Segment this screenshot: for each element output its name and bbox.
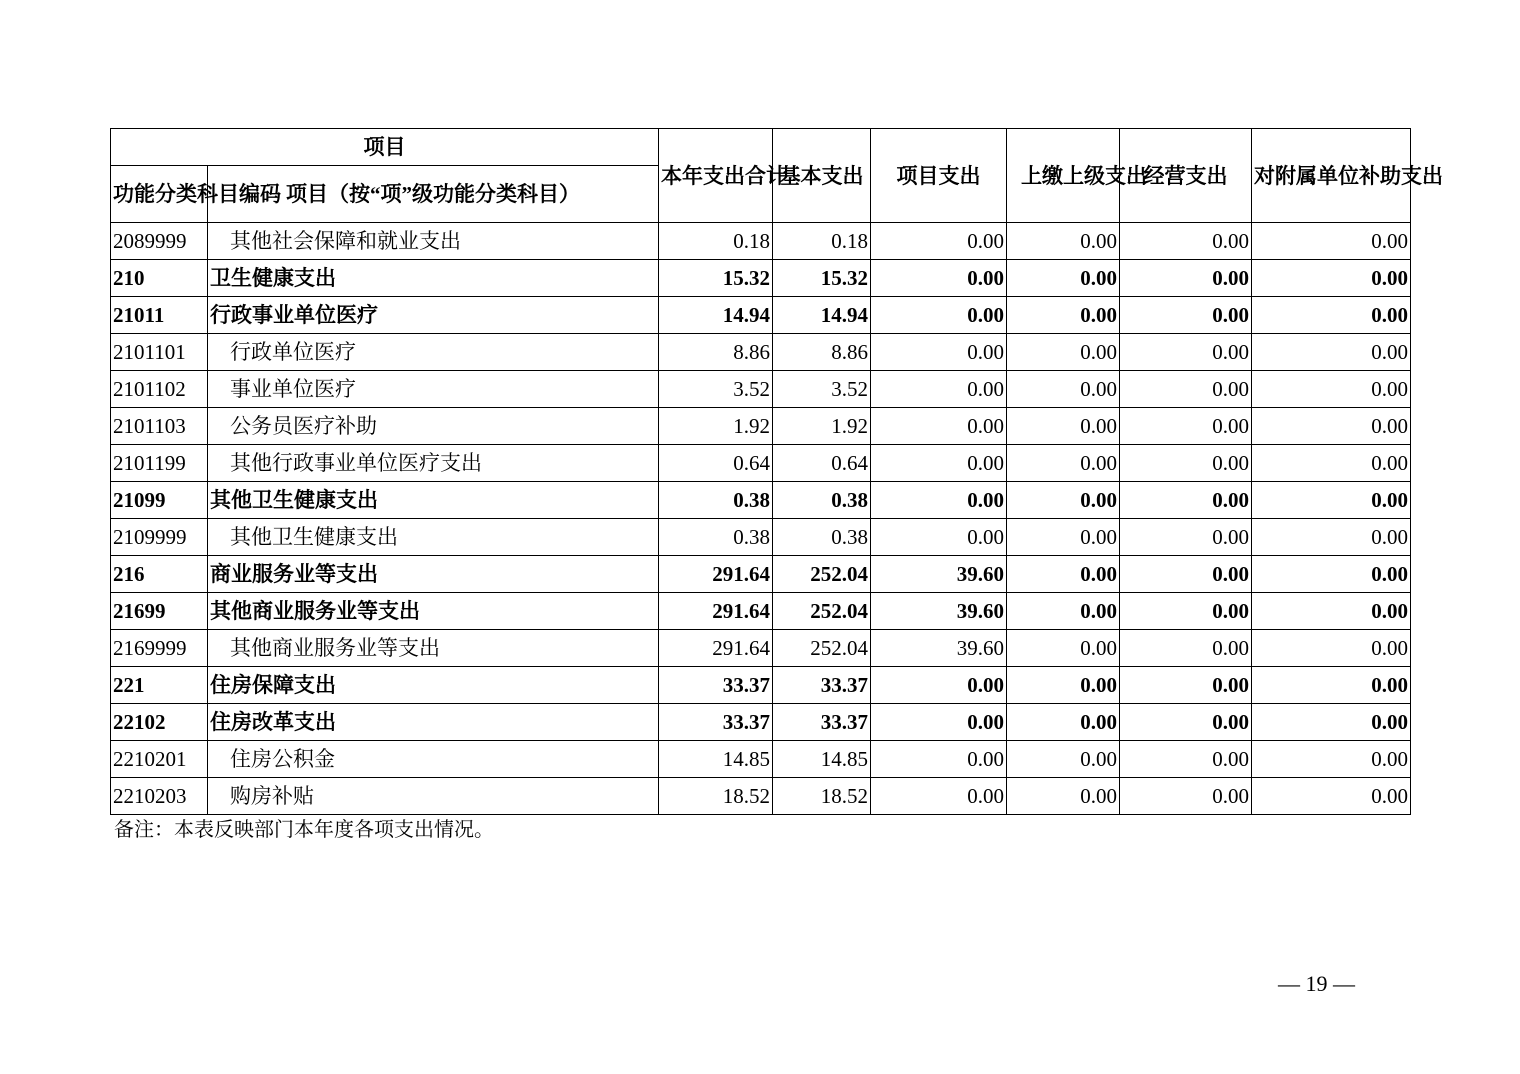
cell-subsidy: 0.00 <box>1252 371 1411 408</box>
header-total: 本年支出合计 <box>659 129 773 223</box>
cell-name: 其他卫生健康支出 <box>208 519 659 556</box>
cell-name: 住房公积金 <box>208 741 659 778</box>
cell-code: 2101102 <box>111 371 208 408</box>
cell-total: 0.38 <box>659 519 773 556</box>
cell-total: 291.64 <box>659 556 773 593</box>
table-row <box>111 334 1411 371</box>
header-upper: 上缴上级支出 <box>1007 129 1120 223</box>
table-row <box>111 408 1411 445</box>
cell-code: 22102 <box>111 704 208 741</box>
cell-business: 0.00 <box>1120 482 1252 519</box>
cell-project: 0.00 <box>871 445 1007 482</box>
cell-basic: 252.04 <box>773 556 871 593</box>
cell-upper: 0.00 <box>1007 556 1120 593</box>
cell-business: 0.00 <box>1120 408 1252 445</box>
cell-basic: 0.38 <box>773 482 871 519</box>
cell-project: 0.00 <box>871 482 1007 519</box>
cell-total: 33.37 <box>659 667 773 704</box>
table-row <box>111 371 1411 408</box>
cell-basic: 252.04 <box>773 630 871 667</box>
cell-name: 公务员医疗补助 <box>208 408 659 445</box>
header-subsidy: 对附属单位补助支出 <box>1252 129 1411 223</box>
cell-upper: 0.00 <box>1007 408 1120 445</box>
cell-code: 2109999 <box>111 519 208 556</box>
cell-upper: 0.00 <box>1007 667 1120 704</box>
cell-subsidy: 0.00 <box>1252 741 1411 778</box>
cell-basic: 18.52 <box>773 778 871 815</box>
cell-basic: 15.32 <box>773 260 871 297</box>
table-row <box>111 704 1411 741</box>
cell-subsidy: 0.00 <box>1252 630 1411 667</box>
cell-subsidy: 0.00 <box>1252 778 1411 815</box>
cell-total: 291.64 <box>659 630 773 667</box>
table-row <box>111 223 1411 260</box>
cell-subsidy: 0.00 <box>1252 297 1411 334</box>
cell-code: 2101103 <box>111 408 208 445</box>
table-row <box>111 482 1411 519</box>
cell-upper: 0.00 <box>1007 371 1120 408</box>
cell-name: 其他商业服务业等支出 <box>208 593 659 630</box>
cell-upper: 0.00 <box>1007 593 1120 630</box>
cell-total: 18.52 <box>659 778 773 815</box>
cell-project: 39.60 <box>871 630 1007 667</box>
cell-basic: 33.37 <box>773 667 871 704</box>
cell-subsidy: 0.00 <box>1252 667 1411 704</box>
cell-subsidy: 0.00 <box>1252 408 1411 445</box>
cell-code: 2210201 <box>111 741 208 778</box>
cell-name: 商业服务业等支出 <box>208 556 659 593</box>
cell-upper: 0.00 <box>1007 741 1120 778</box>
cell-code: 216 <box>111 556 208 593</box>
cell-name: 事业单位医疗 <box>208 371 659 408</box>
cell-basic: 14.94 <box>773 297 871 334</box>
cell-project: 0.00 <box>871 667 1007 704</box>
cell-subsidy: 0.00 <box>1252 519 1411 556</box>
cell-project: 0.00 <box>871 223 1007 260</box>
cell-business: 0.00 <box>1120 334 1252 371</box>
cell-business: 0.00 <box>1120 297 1252 334</box>
cell-name: 其他商业服务业等支出 <box>208 630 659 667</box>
cell-name: 购房补贴 <box>208 778 659 815</box>
cell-name: 行政事业单位医疗 <box>208 297 659 334</box>
table-row <box>111 667 1411 704</box>
cell-business: 0.00 <box>1120 223 1252 260</box>
cell-basic: 0.64 <box>773 445 871 482</box>
cell-name: 其他社会保障和就业支出 <box>208 223 659 260</box>
cell-total: 0.38 <box>659 482 773 519</box>
cell-project: 0.00 <box>871 334 1007 371</box>
cell-total: 14.94 <box>659 297 773 334</box>
cell-business: 0.00 <box>1120 667 1252 704</box>
cell-name: 卫生健康支出 <box>208 260 659 297</box>
cell-code: 221 <box>111 667 208 704</box>
cell-name: 其他行政事业单位医疗支出 <box>208 445 659 482</box>
cell-total: 291.64 <box>659 593 773 630</box>
cell-basic: 33.37 <box>773 704 871 741</box>
cell-subsidy: 0.00 <box>1252 556 1411 593</box>
cell-project: 0.00 <box>871 371 1007 408</box>
cell-basic: 14.85 <box>773 741 871 778</box>
cell-total: 8.86 <box>659 334 773 371</box>
cell-total: 1.92 <box>659 408 773 445</box>
cell-business: 0.00 <box>1120 704 1252 741</box>
cell-upper: 0.00 <box>1007 297 1120 334</box>
cell-upper: 0.00 <box>1007 445 1120 482</box>
cell-subsidy: 0.00 <box>1252 260 1411 297</box>
cell-project: 39.60 <box>871 593 1007 630</box>
cell-business: 0.00 <box>1120 630 1252 667</box>
cell-basic: 3.52 <box>773 371 871 408</box>
header-name: 项目（按“项”级功能分类科目） <box>208 166 659 223</box>
table-row <box>111 630 1411 667</box>
cell-code: 2089999 <box>111 223 208 260</box>
cell-basic: 8.86 <box>773 334 871 371</box>
cell-total: 0.64 <box>659 445 773 482</box>
table-header <box>111 129 1443 223</box>
cell-upper: 0.00 <box>1007 704 1120 741</box>
cell-total: 15.32 <box>659 260 773 297</box>
cell-upper: 0.00 <box>1007 630 1120 667</box>
cell-upper: 0.00 <box>1007 260 1120 297</box>
cell-business: 0.00 <box>1120 556 1252 593</box>
header-business: 经营支出 <box>1120 129 1252 223</box>
cell-business: 0.00 <box>1120 778 1252 815</box>
cell-code: 21699 <box>111 593 208 630</box>
table-row <box>111 260 1411 297</box>
cell-business: 0.00 <box>1120 260 1252 297</box>
cell-project: 39.60 <box>871 556 1007 593</box>
cell-code: 21099 <box>111 482 208 519</box>
header-item: 项目 <box>111 129 659 166</box>
cell-business: 0.00 <box>1120 519 1252 556</box>
cell-code: 2169999 <box>111 630 208 667</box>
cell-upper: 0.00 <box>1007 519 1120 556</box>
cell-subsidy: 0.00 <box>1252 593 1411 630</box>
cell-code: 210 <box>111 260 208 297</box>
header-code: 功能分类科目编码 <box>111 166 208 223</box>
cell-basic: 0.38 <box>773 519 871 556</box>
cell-code: 21011 <box>111 297 208 334</box>
cell-name: 住房保障支出 <box>208 667 659 704</box>
cell-project: 0.00 <box>871 260 1007 297</box>
cell-code: 2210203 <box>111 778 208 815</box>
cell-name: 行政单位医疗 <box>208 334 659 371</box>
cell-subsidy: 0.00 <box>1252 334 1411 371</box>
table-row <box>111 556 1411 593</box>
cell-upper: 0.00 <box>1007 778 1120 815</box>
cell-business: 0.00 <box>1120 741 1252 778</box>
cell-subsidy: 0.00 <box>1252 223 1411 260</box>
cell-subsidy: 0.00 <box>1252 445 1411 482</box>
table-row <box>111 297 1411 334</box>
table-row <box>111 445 1411 482</box>
cell-name: 住房改革支出 <box>208 704 659 741</box>
cell-total: 0.18 <box>659 223 773 260</box>
cell-subsidy: 0.00 <box>1252 704 1411 741</box>
cell-code: 2101199 <box>111 445 208 482</box>
cell-upper: 0.00 <box>1007 223 1120 260</box>
cell-subsidy: 0.00 <box>1252 482 1411 519</box>
cell-business: 0.00 <box>1120 445 1252 482</box>
cell-code: 2101101 <box>111 334 208 371</box>
cell-total: 33.37 <box>659 704 773 741</box>
cell-upper: 0.00 <box>1007 482 1120 519</box>
table-body <box>111 223 1411 815</box>
cell-project: 0.00 <box>871 741 1007 778</box>
cell-project: 0.00 <box>871 519 1007 556</box>
table-row <box>111 519 1411 556</box>
page-number: — 19 — <box>1278 971 1355 996</box>
cell-basic: 1.92 <box>773 408 871 445</box>
cell-project: 0.00 <box>871 704 1007 741</box>
cell-upper: 0.00 <box>1007 334 1120 371</box>
expense-table <box>110 128 1443 815</box>
cell-project: 0.00 <box>871 297 1007 334</box>
cell-project: 0.00 <box>871 408 1007 445</box>
cell-project: 0.00 <box>871 778 1007 815</box>
cell-basic: 0.18 <box>773 223 871 260</box>
cell-business: 0.00 <box>1120 371 1252 408</box>
table-row <box>111 778 1411 815</box>
header-basic: 基本支出 <box>773 129 871 223</box>
cell-basic: 252.04 <box>773 593 871 630</box>
header-project: 项目支出 <box>871 129 1007 223</box>
cell-business: 0.00 <box>1120 593 1252 630</box>
table-row <box>111 593 1411 630</box>
cell-name: 其他卫生健康支出 <box>208 482 659 519</box>
table-note: 备注：本表反映部门本年度各项支出情况。 <box>114 819 494 841</box>
table-row <box>111 741 1411 778</box>
cell-total: 3.52 <box>659 371 773 408</box>
cell-total: 14.85 <box>659 741 773 778</box>
